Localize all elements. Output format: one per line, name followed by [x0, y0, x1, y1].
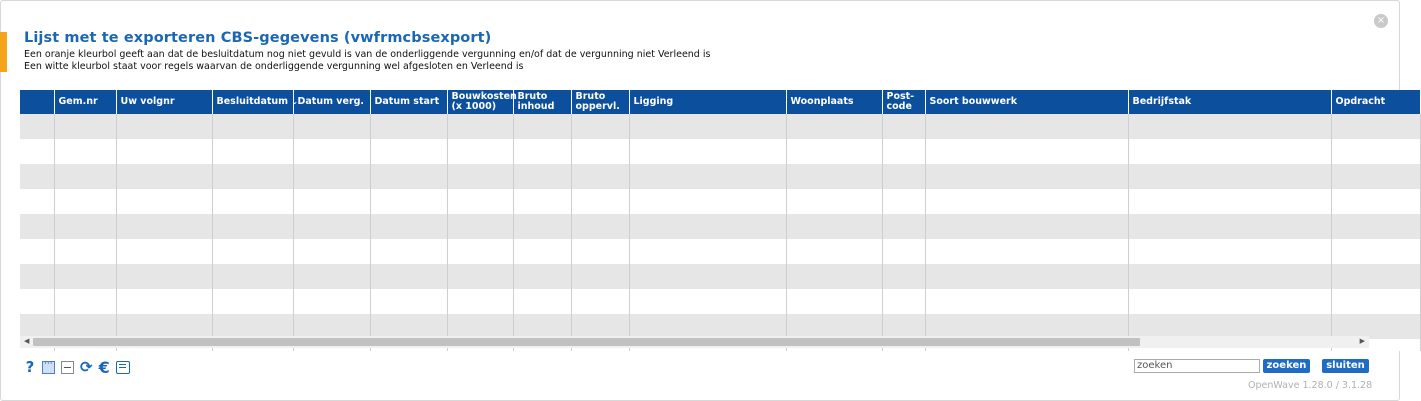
grid-cell	[786, 214, 882, 239]
column-header-postcode[interactable]: Post- code	[882, 90, 925, 114]
description-white: Een witte kleurbol staat voor regels waarvan de onderliggende vergunning wel afgesloten en Verleend is	[24, 61, 524, 72]
grid-cell	[370, 164, 447, 189]
grid-cell	[1331, 189, 1420, 214]
grid-cell	[513, 114, 571, 139]
grid-cell	[571, 239, 629, 264]
grid-cell	[513, 289, 571, 314]
refresh-icon[interactable]: ⟳	[80, 358, 93, 376]
grid-cell	[513, 139, 571, 164]
grid-cell	[629, 264, 786, 289]
grid-cell	[20, 164, 54, 189]
grid-cell	[293, 239, 370, 264]
grid-cell	[212, 114, 293, 139]
grid-cell	[786, 139, 882, 164]
grid-cell	[116, 139, 212, 164]
page-title: Lijst met te exporteren CBS-gegevens (vwfrmcbsexport)	[24, 30, 492, 46]
grid-cell	[370, 239, 447, 264]
grid-cell	[629, 164, 786, 189]
grid-cell	[882, 114, 925, 139]
grid-cell	[370, 289, 447, 314]
grid-cell	[786, 189, 882, 214]
grid-cell	[370, 264, 447, 289]
grid-cell	[293, 214, 370, 239]
scroll-right-icon[interactable]: ▶	[1359, 337, 1365, 345]
column-header-opdracht[interactable]: Opdracht	[1331, 90, 1420, 114]
grid-cell	[925, 189, 1128, 214]
table-header-row	[20, 90, 1420, 114]
grid-cell	[629, 289, 786, 314]
select-all-icon[interactable]	[42, 361, 55, 374]
grid-cell	[116, 189, 212, 214]
grid-cell	[629, 139, 786, 164]
grid-cell	[571, 114, 629, 139]
column-header-soort-bouwwerk[interactable]: Soort bouwwerk	[925, 90, 1128, 114]
grid-cell	[20, 139, 54, 164]
column-header-datum-verg[interactable]: Datum verg.	[293, 90, 370, 114]
grid-cell	[925, 214, 1128, 239]
grid-cell	[116, 289, 212, 314]
grid-cell	[1331, 139, 1420, 164]
grid-cell	[54, 164, 116, 189]
empty-grid-row	[20, 289, 1420, 314]
grid-cell	[447, 114, 513, 139]
grid-cell	[1331, 114, 1420, 139]
grid-toolbar	[24, 358, 130, 376]
grid-cell	[882, 214, 925, 239]
grid-cell	[571, 214, 629, 239]
notes-icon[interactable]	[116, 361, 130, 374]
grid-cell	[1331, 214, 1420, 239]
empty-grid-row	[20, 189, 1420, 214]
grid-cell	[54, 114, 116, 139]
grid-cell	[447, 264, 513, 289]
grid-cell	[20, 114, 54, 139]
grid-cell	[212, 239, 293, 264]
grid-cell	[925, 264, 1128, 289]
grid-cell	[1128, 189, 1331, 214]
column-header-bruto-oppervl[interactable]: Bruto oppervl.	[571, 90, 629, 114]
column-header-bedrijfstak[interactable]: Bedrijfstak	[1128, 90, 1331, 114]
grid-cell	[293, 164, 370, 189]
grid-cell	[1128, 114, 1331, 139]
grid-cell	[629, 239, 786, 264]
export-table	[20, 90, 1421, 351]
grid-cell	[20, 239, 54, 264]
grid-cell	[212, 139, 293, 164]
grid-cell	[571, 139, 629, 164]
grid-cell	[1128, 239, 1331, 264]
empty-grid-row	[20, 264, 1420, 289]
grid-cell	[293, 264, 370, 289]
column-header-ligging[interactable]: Ligging	[629, 90, 786, 114]
grid-cell	[882, 139, 925, 164]
grid-cell	[513, 214, 571, 239]
grid-cell	[571, 164, 629, 189]
column-header-besluitdatum[interactable]: Besluitdatum ⌄	[212, 90, 293, 114]
status-accent-bar	[0, 32, 7, 72]
column-header-datum-start[interactable]: Datum start	[370, 90, 447, 114]
grid-cell	[571, 189, 629, 214]
grid-cell	[1331, 264, 1420, 289]
grid-cell	[513, 264, 571, 289]
grid-cell	[20, 289, 54, 314]
grid-cell	[513, 189, 571, 214]
help-icon[interactable]: ?	[25, 358, 35, 376]
table-body	[20, 114, 1420, 351]
grid-cell	[20, 214, 54, 239]
empty-grid-row	[20, 239, 1420, 264]
grid-cell	[571, 289, 629, 314]
grid-cell	[370, 214, 447, 239]
grid-cell	[925, 139, 1128, 164]
grid-cell	[293, 114, 370, 139]
grid-cell	[447, 189, 513, 214]
close-button[interactable]: sluiten	[1322, 359, 1369, 373]
grid-cell	[447, 239, 513, 264]
grid-cell	[882, 239, 925, 264]
search-button[interactable]: zoeken	[1263, 359, 1310, 373]
grid-cell	[882, 264, 925, 289]
grid-cell	[116, 214, 212, 239]
grid-cell	[1331, 289, 1420, 314]
grid-cell	[212, 289, 293, 314]
grid-cell	[370, 114, 447, 139]
grid-cell	[212, 264, 293, 289]
grid-cell	[370, 139, 447, 164]
search-input[interactable]	[1134, 359, 1260, 373]
grid-cell	[925, 164, 1128, 189]
grid-cell	[786, 164, 882, 189]
grid-cell	[116, 239, 212, 264]
column-header-woonplaats[interactable]: Woonplaats	[786, 90, 882, 114]
grid-cell	[882, 189, 925, 214]
grid-cell	[1128, 264, 1331, 289]
grid-cell	[447, 289, 513, 314]
grid-cell	[54, 189, 116, 214]
horizontal-scrollbar[interactable]	[20, 336, 1369, 348]
grid-cell	[447, 164, 513, 189]
grid-cell	[54, 289, 116, 314]
grid-cell	[20, 264, 54, 289]
grid-cell	[1128, 164, 1331, 189]
scrollbar-thumb[interactable]	[33, 338, 1140, 346]
empty-grid-row	[20, 214, 1420, 239]
grid-cell	[1331, 239, 1420, 264]
grid-cell	[116, 264, 212, 289]
grid-cell	[116, 114, 212, 139]
empty-grid-row	[20, 139, 1420, 164]
deselect-all-icon[interactable]	[61, 361, 74, 374]
column-header-status[interactable]	[20, 90, 54, 114]
column-header-bouwkosten[interactable]: Bouwkosten (x 1000)	[447, 90, 513, 114]
close-x-icon[interactable]: ×	[1374, 14, 1388, 28]
sort-desc-icon: ⌄	[291, 97, 299, 106]
grid-cell	[882, 164, 925, 189]
empty-grid-row	[20, 164, 1420, 189]
column-header-uw-volgnr[interactable]: Uw volgnr	[116, 90, 212, 114]
grid-cell	[629, 189, 786, 214]
grid-cell	[786, 289, 882, 314]
grid-cell	[786, 114, 882, 139]
grid-cell	[447, 139, 513, 164]
grid-cell	[54, 264, 116, 289]
grid-cell	[293, 139, 370, 164]
grid-cell	[925, 289, 1128, 314]
grid-cell	[925, 114, 1128, 139]
grid-cell	[513, 164, 571, 189]
export-grid	[20, 90, 1386, 350]
grid-cell	[786, 264, 882, 289]
grid-cell	[629, 114, 786, 139]
euro-icon[interactable]: €	[98, 357, 110, 377]
grid-cell	[293, 189, 370, 214]
grid-cell	[116, 164, 212, 189]
grid-cell	[293, 289, 370, 314]
grid-cell	[54, 139, 116, 164]
grid-cell	[212, 164, 293, 189]
grid-cell	[54, 239, 116, 264]
grid-cell	[370, 189, 447, 214]
grid-cell	[513, 239, 571, 264]
column-header-gemnr[interactable]: Gem.nr	[54, 90, 116, 114]
grid-cell	[447, 214, 513, 239]
grid-cell	[571, 264, 629, 289]
grid-cell	[1331, 164, 1420, 189]
grid-cell	[212, 214, 293, 239]
description-orange: Een oranje kleurbol geeft aan dat de besluitdatum nog niet gevuld is van de onderliggende vergunning en/of dat de vergunning niet Verleend is	[24, 49, 711, 60]
column-header-bruto-inhoud[interactable]: Bruto inhoud	[513, 90, 571, 114]
grid-cell	[882, 289, 925, 314]
scroll-left-icon[interactable]: ◀	[24, 337, 30, 345]
grid-cell	[1128, 289, 1331, 314]
grid-cell	[212, 189, 293, 214]
grid-cell	[925, 239, 1128, 264]
version-label: OpenWave 1.28.0 / 3.1.28	[1248, 380, 1373, 391]
grid-cell	[20, 189, 54, 214]
grid-cell	[786, 239, 882, 264]
grid-cell	[1128, 214, 1331, 239]
grid-cell	[629, 214, 786, 239]
empty-grid-row	[20, 114, 1420, 139]
grid-cell	[54, 214, 116, 239]
grid-cell	[1128, 139, 1331, 164]
